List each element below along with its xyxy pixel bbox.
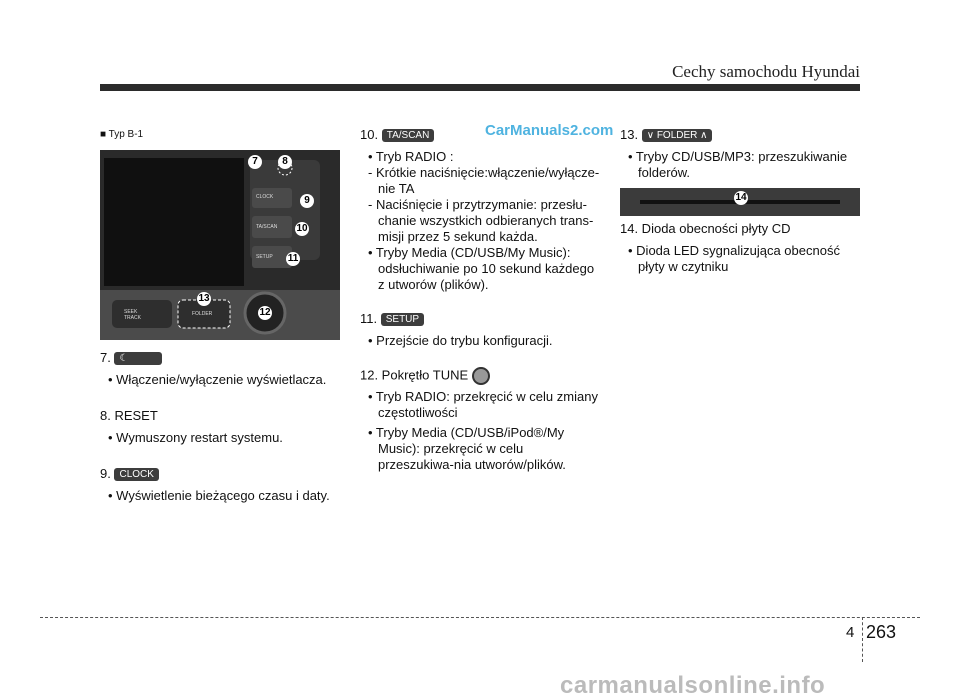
badge-12: 12 xyxy=(259,307,271,318)
middle-column xyxy=(360,127,602,473)
badge-9: 9 xyxy=(300,194,314,208)
item13-row xyxy=(620,127,860,143)
panel-setup-label: SETUP xyxy=(256,254,273,260)
tune-media-bullet: • Tryby Media (CD/USB/iPod®/My Music): przekręcić w celu przeszukiwa-nia utworów/plików. xyxy=(368,425,566,472)
footer-divider xyxy=(862,617,863,662)
header-bar xyxy=(100,84,860,91)
tune-radio-bullet: • Tryb RADIO: przekręcić w celu zmiany częstotliwości xyxy=(368,389,598,420)
footer-rule xyxy=(40,617,920,618)
setup-bullet: • Przejście do trybu konfiguracji. xyxy=(368,333,553,348)
right-items xyxy=(620,221,860,275)
left-items xyxy=(100,350,340,504)
media-bullet: • Tryby Media (CD/USB/My Music): odsłuchiwanie po 10 sekund każdego z utworów (plików). xyxy=(368,245,595,292)
item8-bullet: • Wymuszony restart systemu. xyxy=(108,430,283,445)
watermark: CarManuals2.com xyxy=(485,122,614,139)
page-number: 263 xyxy=(866,622,897,642)
left-column xyxy=(100,127,340,143)
badge-14: 14 xyxy=(735,192,747,203)
folder-bullet: • Tryby CD/USB/MP3: przeszukiwanie folderów. xyxy=(628,149,848,180)
item13-num: 13. xyxy=(620,127,639,142)
moon-button-icon: ☾ xyxy=(114,352,162,365)
footer-watermark: carmanualsonline.info xyxy=(560,672,826,699)
badge-7: 7 xyxy=(248,155,262,169)
panel-folder-label: FOLDER xyxy=(192,311,213,317)
item9-row xyxy=(100,466,340,482)
chapter-number: 4 xyxy=(846,624,855,641)
folder-pill: ∨ FOLDER ∧ xyxy=(642,129,713,142)
item9-bullet: • Wyświetlenie bieżącego czasu i daty. xyxy=(108,488,330,503)
radio-short-press: - Krótkie naciśnięcie:włączenie/wyłącze-nie TA xyxy=(368,165,600,196)
tascan-pill: TA/SCAN xyxy=(382,129,435,142)
tune-knob-icon xyxy=(472,367,490,385)
item9-num: 9. xyxy=(100,466,111,481)
item12-num: 12. Pokrętło TUNE xyxy=(360,367,469,383)
type-label: ■ Typ B-1 xyxy=(100,129,144,140)
folder-pill-label: FOLDER xyxy=(656,130,698,142)
panel-clock-label: CLOCK xyxy=(256,194,274,200)
item7-row xyxy=(100,350,340,366)
header-title: Cechy samochodu Hyundai xyxy=(672,62,860,81)
item7-num: 7. xyxy=(100,350,111,365)
clock-pill: CLOCK xyxy=(114,468,158,481)
item7-bullet: • Włączenie/wyłączenie wyświetlacza. xyxy=(108,372,327,387)
right-column xyxy=(620,127,860,181)
panel-tascan-label: TA/SCAN xyxy=(256,224,278,230)
item10-num: 10. xyxy=(360,127,379,142)
radio-bullet: • Tryb RADIO : xyxy=(368,149,454,164)
item8-num: 8. RESET xyxy=(100,408,158,423)
badge-11: 11 xyxy=(287,253,299,264)
item14-num: 14. Dioda obecności płyty CD xyxy=(620,221,791,236)
badge-13: 13 xyxy=(198,293,210,304)
radio-panel-labels xyxy=(100,150,340,340)
setup-pill: SETUP xyxy=(381,313,424,326)
panel-seek-label: SEEK TRACK xyxy=(124,309,141,321)
badge-8: 8 xyxy=(278,155,292,169)
badge-10: 10 xyxy=(296,223,308,234)
item12-row xyxy=(360,367,602,385)
item11-num: 11. xyxy=(360,311,378,326)
item11-row xyxy=(360,311,602,327)
radio-long-press: - Naciśnięcie i przytrzymanie: przesłu-chanie wszystkich odbieranych trans-misji przez 5 sekund każda. xyxy=(368,197,594,244)
item10-row xyxy=(360,127,602,143)
cd-bullet: • Dioda LED sygnalizująca obecność płyty w czytniku xyxy=(628,243,840,274)
